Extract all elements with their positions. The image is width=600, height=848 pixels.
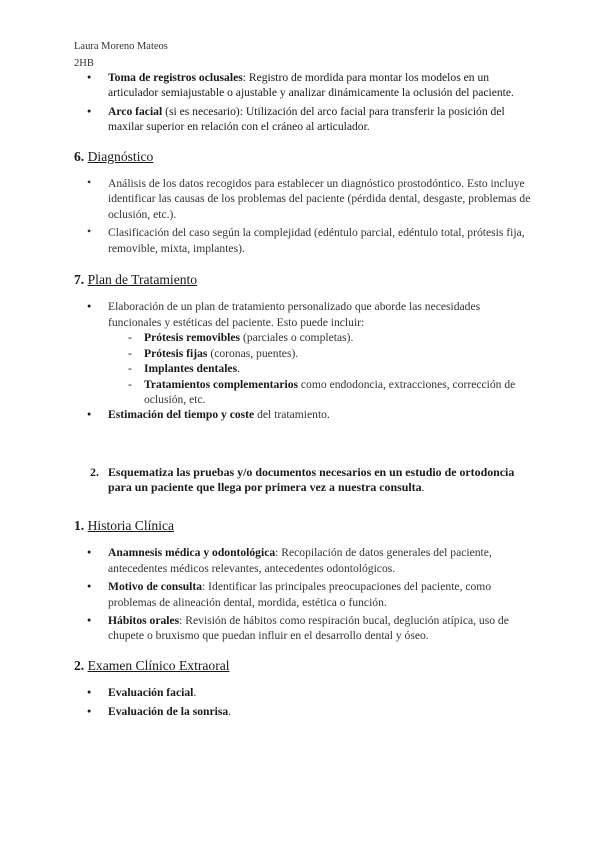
term: Tratamientos complementarios: [144, 377, 299, 391]
sublist-item: [108, 377, 534, 408]
description: (si es necesario): Utilización del arco facial para transferir la posición del maxilar superior en relación con el cráneo al articulador.: [108, 104, 505, 134]
term: Evaluación facial: [108, 686, 194, 700]
section-number: 1.: [74, 517, 85, 533]
section-number: 6.: [74, 148, 85, 164]
section-title: Diagnóstico: [87, 148, 154, 164]
examen-list: [74, 685, 534, 719]
list-item: [74, 104, 534, 135]
term: Hábitos orales: [108, 613, 180, 627]
question-heading: [74, 465, 534, 496]
description: como endodoncia, extracciones, corrección de oclusión, etc.: [144, 377, 516, 406]
term: Prótesis fijas: [144, 346, 208, 360]
term: Estimación del tiempo y coste: [108, 408, 255, 422]
plan-intro: Elaboración de un plan de tratamiento personalizado que aborde las necesidades funcionales y estéticas del paciente. Esto puede incluir:: [108, 300, 481, 329]
description: (parciales o completas).: [240, 331, 354, 345]
term: Motivo de consulta: [108, 580, 203, 594]
group-code: 2HB: [74, 58, 94, 69]
top-list: [74, 70, 534, 135]
list-item: [74, 407, 534, 422]
author-name: Laura Moreno Mateos: [74, 41, 168, 52]
list-item: • Análisis de los datos recogidos para establecer un diagnóstico prostodóntico. Esto incluye identificar las causas de los problemas del paciente (pérdida dental, desgaste, problemas de oclusión, etc.).: [74, 176, 534, 222]
sublist-item: [108, 330, 534, 345]
term: Anamnesis médica y odontológica: [108, 546, 276, 560]
section-number: 2.: [74, 657, 85, 673]
description: del tratamiento.: [254, 408, 330, 422]
section-heading-examen: [74, 658, 534, 673]
list-item: [74, 613, 534, 644]
description: .: [237, 362, 240, 376]
plan-list: [74, 299, 534, 422]
term: Evaluación de la sonrisa: [108, 704, 229, 718]
list-item: [74, 299, 534, 407]
page-header: [74, 38, 168, 72]
question-text: Esquematiza las pruebas y/o documentos necesarios en un estudio de ortodoncia para un paciente que llega por primera vez a nuestra consulta: [108, 464, 515, 495]
term: Prótesis removibles: [144, 331, 241, 345]
list-item: [74, 545, 534, 576]
term: Implantes dentales: [144, 362, 238, 376]
list-item: [74, 704, 534, 719]
section-number: 7.: [74, 272, 85, 288]
description: : Recopilación de datos generales del paciente, antecedentes médicos relevantes, antecedentes odontológicos.: [108, 546, 492, 575]
description: : Revisión de hábitos como respiración bucal, deglución atípica, uso de chupete o bruxismo que puedan influir en el desarrollo dental y óseo.: [108, 613, 509, 643]
list-item: [74, 70, 534, 101]
diagnostico-list: [74, 176, 534, 256]
description: : Registro de mordida para montar los modelos en un articulador semiajustable o ajustable y analizar dinámicamente la oclusión del paciente.: [108, 71, 514, 100]
section-title: Plan de Tratamiento: [87, 272, 198, 288]
section-title: Historia Clínica: [87, 517, 175, 533]
plan-sublist: [108, 330, 534, 407]
term: Toma de registros oclusales: [108, 71, 243, 84]
sublist-item: [108, 361, 534, 376]
description: .: [193, 686, 197, 700]
list-item: • Clasificación del caso según la complejidad (edéntulo parcial, edéntulo total, prótesis fija, removible, mixta, implantes).: [74, 225, 534, 256]
document-body: [74, 70, 534, 722]
sublist-item: [108, 346, 534, 361]
question-end: .: [421, 480, 425, 495]
term: Arco facial: [108, 104, 163, 118]
question-number: 2.: [90, 464, 99, 479]
list-item: [74, 579, 534, 610]
list-item: [74, 685, 534, 700]
historia-list: [74, 545, 534, 643]
section-heading-plan: [74, 272, 534, 287]
section-heading-diagnostico: [74, 149, 534, 164]
description: (coronas, puentes).: [207, 346, 299, 360]
section-title: Examen Clínico Extraoral: [87, 657, 230, 673]
section-heading-historia: [74, 518, 534, 533]
description: : Identificar las principales preocupaciones del paciente, como problemas de alineación dental, mordida, estética o función.: [108, 580, 492, 609]
description: .: [228, 704, 232, 718]
